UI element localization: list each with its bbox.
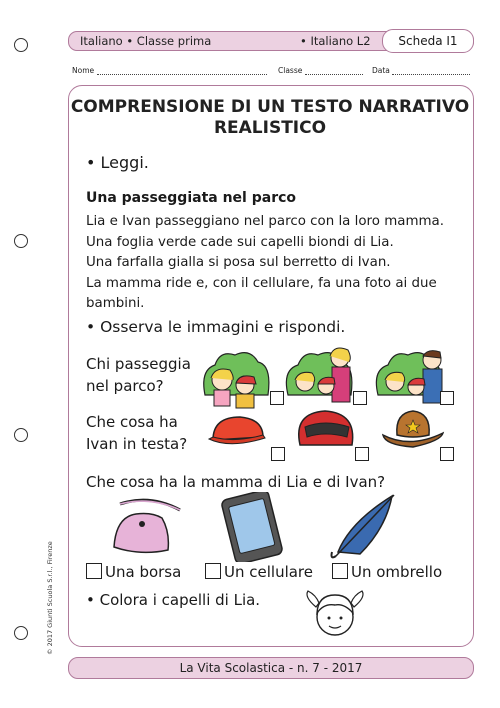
- story-line: La mamma ride e, con il cellulare, fa una foto ai due: [86, 275, 437, 291]
- question-2: [86, 411, 187, 455]
- helmet-icon: [299, 411, 353, 445]
- class-label: Classe: [278, 66, 303, 75]
- girl-face-outline[interactable]: [300, 585, 370, 643]
- instruction-read: • Leggi.: [86, 153, 149, 172]
- q2-option-3-checkbox[interactable]: [440, 447, 454, 461]
- instruction-observe: • Osserva le immagini e rispondi.: [86, 318, 346, 336]
- q1-option-2-checkbox[interactable]: [353, 391, 367, 405]
- hat-illustrations: [205, 405, 450, 460]
- sheet-badge: Scheda I1: [382, 29, 474, 53]
- date-line: [392, 66, 470, 75]
- question-3: Che cosa ha la mamma di Lia e di Ivan?: [86, 473, 386, 491]
- option-borsa-checkbox[interactable]: [86, 563, 102, 579]
- footer-bar: La Vita Scolastica - n. 7 - 2017: [68, 657, 474, 679]
- q1-option-1-checkbox[interactable]: [270, 391, 284, 405]
- question-1: [86, 353, 191, 397]
- mobile-phone-icon: [221, 492, 284, 562]
- page-title: [68, 97, 472, 139]
- level-label: • Italiano L2: [300, 34, 371, 48]
- story-line: Una foglia verde cade sui capelli biondi di Lia.: [86, 234, 394, 250]
- story-line: Una farfalla gialla si posa sul berretto di Ivan.: [86, 255, 391, 270]
- binder-hole: [14, 626, 28, 640]
- name-line: [97, 66, 267, 75]
- story-line: Lia e Ivan passeggiano nel parco con la loro mamma.: [86, 214, 445, 229]
- date-field[interactable]: [372, 66, 470, 75]
- umbrella-icon: [332, 495, 395, 557]
- title-line-1: COMPRENSIONE DI UN TESTO NARRATIVO: [70, 97, 470, 117]
- story-text: [86, 212, 444, 315]
- binder-hole: [14, 428, 28, 442]
- option-ombrello-checkbox[interactable]: [332, 563, 348, 579]
- q2-option-2-checkbox[interactable]: [355, 447, 369, 461]
- question-2-line-2: Ivan in testa?: [86, 435, 188, 453]
- q2-option-1-checkbox[interactable]: [271, 447, 285, 461]
- story-line: bambini.: [86, 296, 145, 311]
- story-title: Una passeggiata nel parco: [86, 190, 297, 206]
- subject-label: Italiano • Classe prima: [80, 34, 212, 48]
- option-borsa-label: Una borsa: [105, 563, 182, 581]
- copyright-text: © 2017 Giunti Scuola S.r.l., Firenze: [46, 541, 54, 655]
- q1-option-3-checkbox[interactable]: [440, 391, 454, 405]
- option-ombrello-label: Un ombrello: [351, 563, 443, 581]
- class-line: [305, 66, 363, 75]
- cap-icon: [209, 417, 265, 444]
- binder-hole: [14, 38, 28, 52]
- question-1-line-1: Chi passeggia: [86, 355, 191, 373]
- two-children-image: [204, 353, 269, 408]
- instruction-color: • Colora i capelli di Lia.: [86, 591, 261, 609]
- binder-hole: [14, 234, 28, 248]
- cowboy-hat-icon: [383, 411, 443, 447]
- option-cellulare-label: Un cellulare: [224, 563, 313, 581]
- object-illustrations: [110, 492, 420, 562]
- option-cellulare-checkbox[interactable]: [205, 563, 221, 579]
- question-1-line-2: nel parco?: [86, 377, 164, 395]
- handbag-icon: [114, 500, 180, 552]
- question-2-line-1: Che cosa ha: [86, 413, 178, 431]
- family-illustrations: [200, 340, 470, 410]
- title-line-2: REALISTICO: [213, 118, 327, 138]
- class-field[interactable]: [278, 66, 363, 75]
- date-label: Data: [372, 66, 390, 75]
- family-with-father-image: [376, 351, 442, 403]
- name-label: Nome: [72, 66, 95, 75]
- name-field[interactable]: [72, 66, 267, 75]
- family-with-mother-image: [286, 348, 352, 402]
